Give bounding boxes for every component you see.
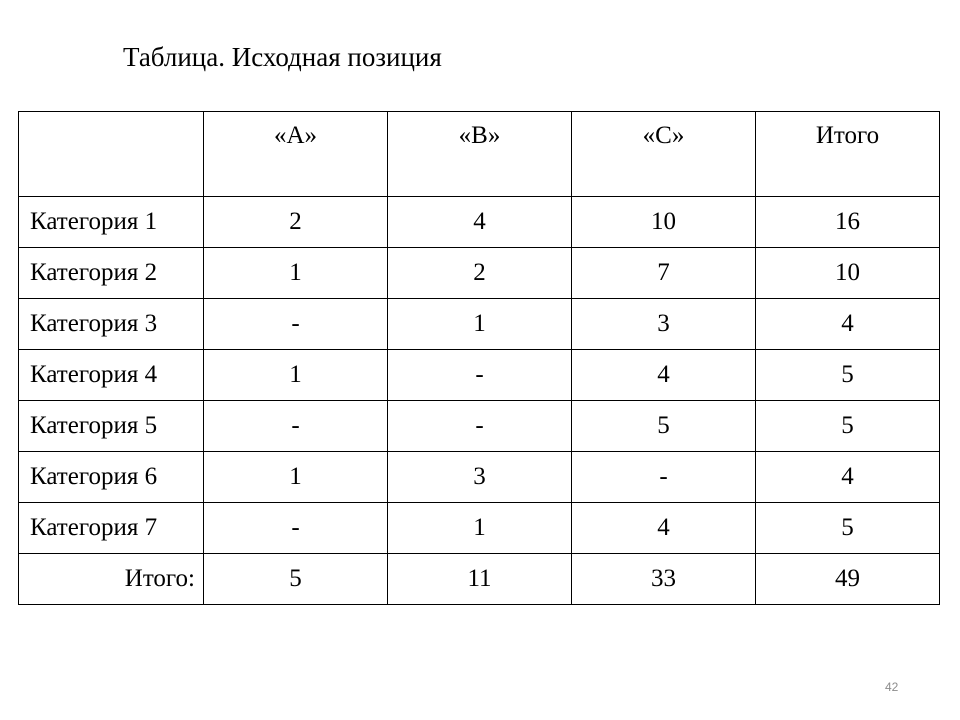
row-label: Категория 1 xyxy=(19,197,204,248)
table-cell: 4 xyxy=(756,452,940,503)
table-cell: 1 xyxy=(388,299,572,350)
table-cell: 4 xyxy=(572,350,756,401)
row-label: Категория 7 xyxy=(19,503,204,554)
page-number: 42 xyxy=(885,680,899,694)
column-header-label: «A» xyxy=(273,122,318,149)
table-row xyxy=(19,452,940,503)
total-row-label: Итого: xyxy=(19,554,204,605)
table-cell: 4 xyxy=(756,299,940,350)
data-table xyxy=(18,111,940,605)
column-header-c xyxy=(572,112,756,197)
table-cell: 3 xyxy=(572,299,756,350)
table-cell: 2 xyxy=(388,248,572,299)
row-label: Категория 5 xyxy=(19,401,204,452)
table-cell: 4 xyxy=(388,197,572,248)
table-cell: 1 xyxy=(204,248,388,299)
column-header-label: Итого xyxy=(815,122,880,149)
table-cell: - xyxy=(204,503,388,554)
table-total-row xyxy=(19,554,940,605)
total-cell: 11 xyxy=(388,554,572,605)
table-cell: 1 xyxy=(204,350,388,401)
table-cell: - xyxy=(204,401,388,452)
row-label: Категория 4 xyxy=(19,350,204,401)
table-cell: 2 xyxy=(204,197,388,248)
total-cell: 33 xyxy=(572,554,756,605)
column-header-a xyxy=(204,112,388,197)
table-cell: 5 xyxy=(756,350,940,401)
table-row xyxy=(19,197,940,248)
table-row xyxy=(19,350,940,401)
table-header-row xyxy=(19,112,940,197)
table-cell: - xyxy=(204,299,388,350)
table-cell: 3 xyxy=(388,452,572,503)
table-cell: 16 xyxy=(756,197,940,248)
total-cell: 5 xyxy=(204,554,388,605)
table-row xyxy=(19,299,940,350)
column-header-label: «C» xyxy=(642,122,685,149)
total-cell: 49 xyxy=(756,554,940,605)
column-header-label: «B» xyxy=(458,122,501,149)
table-cell: - xyxy=(572,452,756,503)
table-cell: 7 xyxy=(572,248,756,299)
table-row xyxy=(19,401,940,452)
table-cell: 5 xyxy=(756,503,940,554)
column-header-b xyxy=(388,112,572,197)
table-corner-cell xyxy=(19,112,204,197)
row-label: Категория 3 xyxy=(19,299,204,350)
table-cell: 5 xyxy=(756,401,940,452)
slide-title: Таблица. Исходная позиция xyxy=(123,42,442,72)
table-row xyxy=(19,503,940,554)
row-label: Категория 2 xyxy=(19,248,204,299)
table-cell: 1 xyxy=(388,503,572,554)
table-cell: 5 xyxy=(572,401,756,452)
column-header-total xyxy=(756,112,940,197)
table-cell: 10 xyxy=(572,197,756,248)
row-label: Категория 6 xyxy=(19,452,204,503)
table-row xyxy=(19,248,940,299)
table-cell: 4 xyxy=(572,503,756,554)
table-cell: 10 xyxy=(756,248,940,299)
table-cell: - xyxy=(388,350,572,401)
table-cell: - xyxy=(388,401,572,452)
table-cell: 1 xyxy=(204,452,388,503)
